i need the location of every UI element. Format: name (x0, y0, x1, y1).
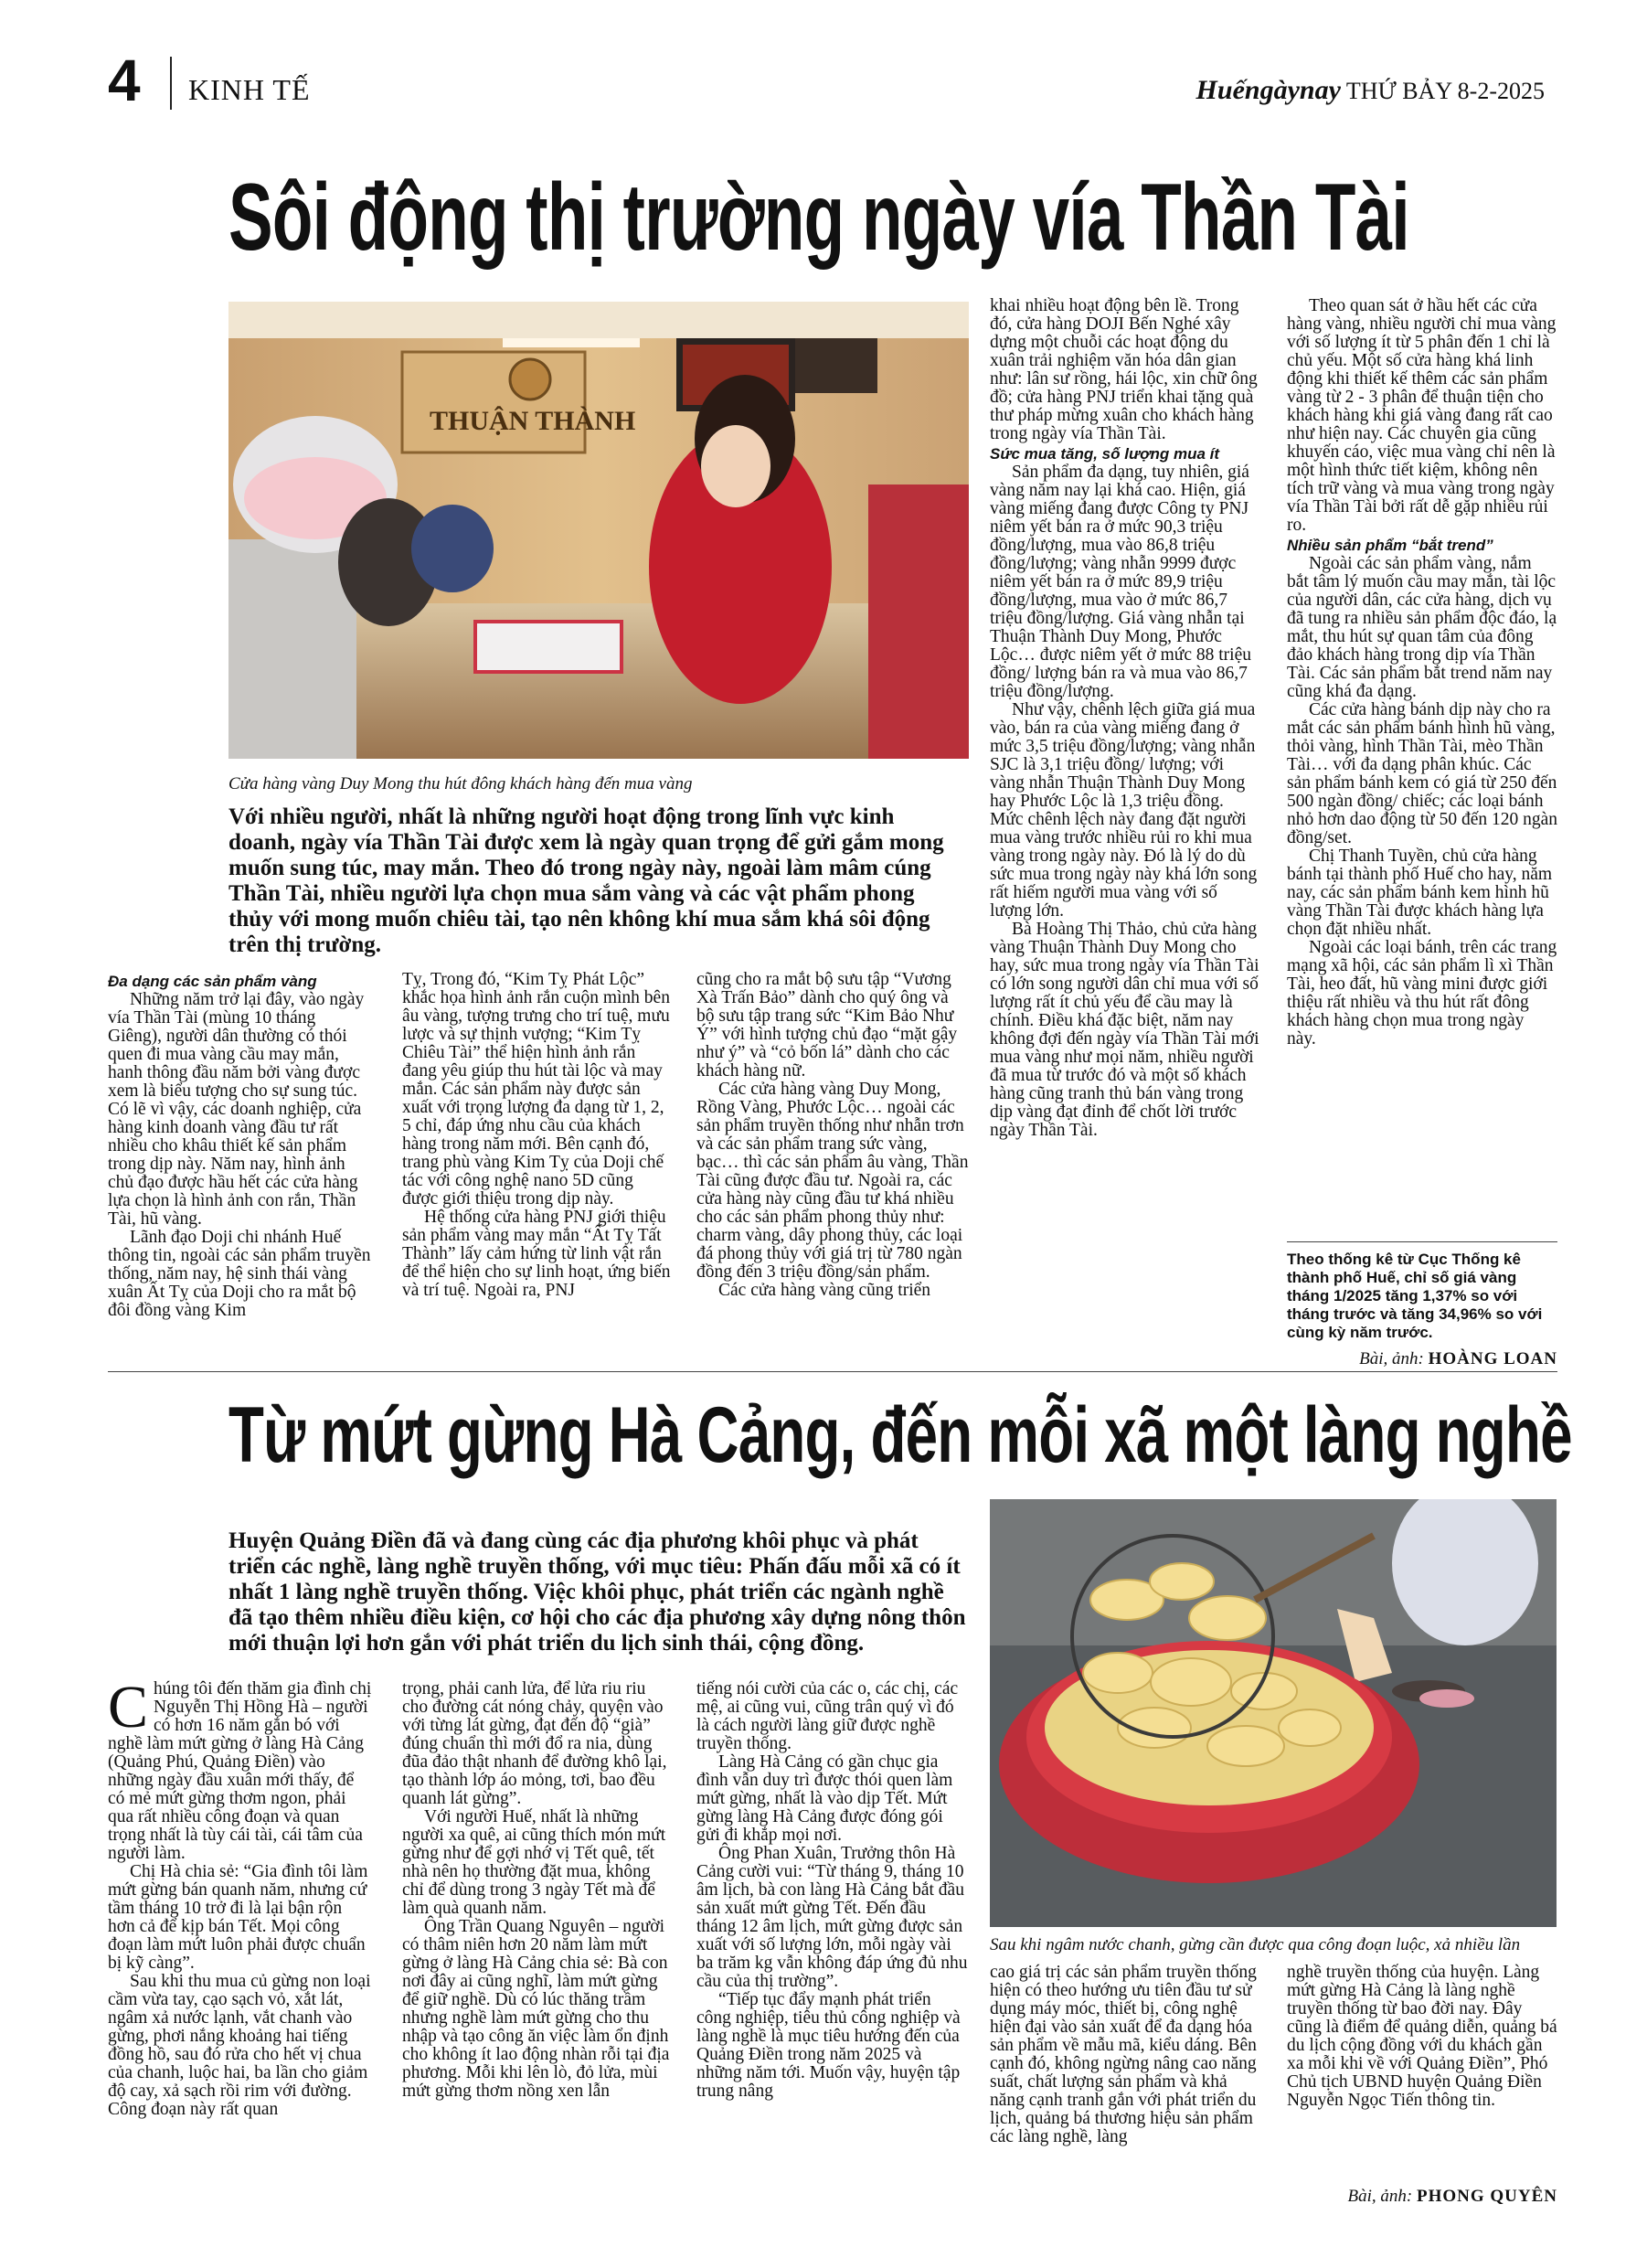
paragraph: húng tôi đến thăm gia đình chị Nguyễn Thị Hồng Hà – người có hơn 16 năm gắn bó với nghề làm mứt gừng ở làng Hà Cảng (Quảng Phú, Quảng Điền) vào những ngày đầu xuân mới thấy, để có mẻ mứt gừng thơm ngon, phải qua rất nhiều công đoạn và quan trọng nhất là tùy cái tài, cái tâm của người làm. (108, 1679, 372, 1863)
shop-sign: THUẬN THÀNH (430, 406, 636, 436)
paragraph: Ông Phan Xuân, Trưởng thôn Hà Cảng cười vui: “Từ tháng 9, tháng 10 âm lịch, bà con làng Hà Cảng bắt đầu sản xuất mứt gừng Tết. Đến đầu tháng 12 âm lịch, mứt gừng được sản xuất với số lượng lớn, mỗi ngày vài ba trăm kg vẫn không đáp ứng đủ nhu cầu của thị trường”. (696, 1844, 968, 1991)
paragraph: cao giá trị các sản phẩm truyền thống hiện có theo hướng ưu tiên đầu tư sử dụng máy móc, thiết bị, công nghệ hiện đại vào sản xuất để đa dạng hóa sản phẩm về mẫu mã, kiểu dáng. Bên cạnh đó, không ngừng nâng cao năng suất, chất lượng sản phẩm và khả năng cạnh tranh gắn với phát triển du lịch, quảng bá thương hiệu sản phẩm các làng nghề, làng (990, 1963, 1257, 2146)
note-rule (1287, 1241, 1557, 1242)
paragraph: Sau khi thu mua củ gừng non loại cầm vừa tay, cạo sạch vỏ, xắt lát, ngâm xả nước lạnh, vắt chanh vào gừng, phơi nắng khoảng hai tiếng đồng hồ, sau đó rửa cho hết vị chua của chanh, luộc hai, ba lần cho giảm độ cay, xả sạch rồi rim với đường. Công đoạn này rất quan (108, 1972, 371, 2119)
paragraph: Các cửa hàng vàng Duy Mong, Rồng Vàng, Phước Lộc… ngoài các sản phẩm truyền thống như nhẫn trơn và các sản phẩm trang sức vàng, bạc… thì các sản phẩm âu vàng, Thần Tài cũng được đầu tư. Ngoài ra, các cửa hàng này cũng đầu tư khá nhiều cho các sản phẩm phong thủy như: charm vàng, dây phong thủy, các loại đá phong thủy với giá trị từ 780 ngàn đồng đến 3 triệu đồng/sản phẩm. (696, 1080, 969, 1282)
paragraph: Ông Trần Quang Nguyên – người có thâm niên hơn 20 năm làm mứt gừng ở làng Hà Cảng chia sẻ: Bà con nơi đây ai cũng nghĩ, làm mứt gừng để giữ nghề. Dù có lúc thăng trầm nhưng nghề làm mứt gừng cho thu nhập và tạo công ăn việc làm ổn định cho không ít lao động nhàn rỗi tại địa phương. Mỗi khi lên lò, đỏ lửa, mùi mứt gừng thơm nồng xen lẫn (402, 1917, 670, 2101)
paragraph: nghề truyền thống của huyện. Làng mứt gừng Hà Cảng là làng nghề truyền thống từ bao đời nay. Đây cũng là điểm để quảng diễn, quảng bá du lịch cộng đồng với du khách gần xa mỗi khi về với Quảng Điền”, Phó Chủ tịch UBND huyện Quảng Điền Nguyễn Ngọc Tiến thông tin. (1287, 1963, 1557, 2110)
paragraph: Sản phẩm đa dạng, tuy nhiên, giá vàng năm nay lại khá cao. Hiện, giá vàng miếng đang được Công ty PNJ niêm yết bán ra ở mức 90,3 triệu đồng/lượng, mua vào 86,8 triệu đồng/lượng; vàng nhẫn 9999 được niêm yết bán ra ở mức 89,9 triệu đồng/lượng, mua vào ở mức 86,7 triệu đồng/lượng. Giá vàng nhẫn tại Thuận Thành Duy Mong, Phước Lộc… được niêm yết ở mức 88 triệu đồng/ lượng bán ra và mua vào 86,7 triệu đồng/lượng. (990, 463, 1251, 701)
paragraph: Chị Hà chia sẻ: “Gia đình tôi làm mứt gừng bán quanh năm, nhưng cứ tầm tháng 10 trở đi là lại bận rộn hơn cả để kịp bán Tết. Mọi công đoạn làm mứt luôn phải được chuẩn bị kỹ càng”. (108, 1862, 368, 1973)
byline-author: HOÀNG LOAN (1428, 1349, 1557, 1368)
section-name: KINH TẾ (188, 73, 311, 106)
subheading: Đa dạng các sản phẩm vàng (108, 973, 317, 990)
article-separator (108, 1371, 1557, 1372)
paragraph: Những năm trở lại đây, vào ngày vía Thần Tài (mùng 10 tháng Giêng), người dân thường có thói quen đi mua vàng cầu may mắn, hanh thông đầu năm bởi vàng được xem là biểu tượng cho sự sung túc. Có lẽ vì vậy, các doanh nghiệp, cửa hàng kinh doanh vàng đầu tư rất nhiều cho khâu thiết kế sản phẩm trong dịp này. Năm nay, hình ảnh chủ đạo được hầu hết các cửa hàng lựa chọn là hình ảnh con rắn, Thần Tài, hũ vàng. (108, 990, 365, 1229)
article1-column-2 (402, 971, 672, 1300)
paragraph: “Tiếp tục đẩy mạnh phát triển công nghiệp, tiêu thủ công nghiệp và làng nghề là mục tiêu hướng đến của Quảng Điền trong năm 2025 và những năm tới. Muốn vậy, huyện tập trung nâng (696, 1990, 961, 2101)
paper-logo: Huếngàynay (1195, 75, 1341, 105)
article2-byline (1348, 2187, 1558, 2207)
paragraph: tiếng nói cười của các o, các chị, các mệ, ai cũng vui, cũng trân quý vì đó là cách người làng giữ được nghề truyền thống. (696, 1679, 959, 1753)
article1-column-4 (990, 297, 1261, 1140)
paragraph: khai nhiều hoạt động bên lề. Trong đó, cửa hàng DOJI Bến Nghé xây dựng một chuỗi các hoạt động du xuân trải nghiệm văn hóa dân gian như: lân sư rồng, hái lộc, xin chữ ông đồ; cửa hàng PNJ triển khai tặng quà thư pháp mừng xuân cho khách hàng trong ngày vía Thần Tài. (990, 296, 1258, 443)
paragraph: trọng, phải canh lửa, để lửa riu riu cho đường cát nóng chảy, quyện vào với từng lát gừng, đạt đến độ “già” đúng chuẩn thì mới đổ ra nia, dùng đũa đảo thật nhanh để đường khô lại, tạo thành lớp áo mỏng, tơi, bao đều quanh lát gừng”. (402, 1679, 667, 1808)
paragraph: Bà Hoàng Thị Thảo, chủ cửa hàng vàng Thuận Thành Duy Mong cho hay, sức mua trong ngày vía Thần Tài có lớn song người dân chỉ mua với số lượng rất ít chủ yếu để cầu may là chính. Điều khá đặc biệt, năm nay không đợi đến ngày vía Thần Tài mới mua vàng như mọi năm, nhiều người đã mua từ trước đó và một số khách hàng cũng tranh thủ bán vàng trong dịp vàng đạt đỉnh để chốt lời trước ngày Thần Tài. (990, 920, 1259, 1140)
article2-column-2 (402, 1680, 672, 2101)
paragraph: Như vậy, chênh lệch giữa giá mua vào, bán ra của vàng miếng đang ở mức 3,5 triệu đồng/lượng; vàng nhẫn SJC là 3,1 triệu đồng/ lượng; với vàng nhẫn Thuận Thành Duy Mong hay Phước Lộc là 1,3 triệu đồng. Mức chênh lệch này đang đặt người mua vàng trước nhiều rủi ro khi mua vàng trong ngày này. Đó là lý do dù sức mua trong ngày này khá lớn song rất hiếm người mua vàng với số lượng lớn. (990, 700, 1258, 921)
article1-column-5 (1287, 297, 1557, 1049)
stat-note: Theo thống kê từ Cục Thống kê thành phố Huế, chỉ số giá vàng tháng 1/2025 tăng 1,37% so với tháng trước và tăng 34,96% so với cùng kỳ năm trước. (1287, 1251, 1543, 1341)
article1-photo (228, 302, 969, 759)
paragraph: Các cửa hàng vàng cũng triển (718, 1281, 931, 1300)
article2-photo-caption: Sau khi ngâm nước chanh, gừng cần được qua công đoạn luộc, xả nhiều lần (990, 1935, 1521, 1954)
article2-column-1 (108, 1674, 373, 2119)
paragraph: Theo quan sát ở hầu hết các cửa hàng vàng, nhiều người chỉ mua vàng với số lượng ít từ 5 phân đến 1 chỉ là chủ yếu. Một số cửa hàng khá linh động khi thiết kế thêm các sản phẩm vàng từ 2 - 3 phân để thuận tiện cho khách hàng khi giá vàng đang rất cao như hiện nay. Các chuyên gia cũng khuyến cáo, việc mua vàng chỉ nên là một hình thức tiết kiệm, không nên tích trữ vàng và mua vàng trong ngày vía Thần Tài bởi rất dễ gặp nhiều rủi ro. (1287, 296, 1557, 535)
subheading: Sức mua tăng, số lượng mua ít (990, 445, 1220, 463)
article2-title: Từ mứt gừng Hà Cảng, đến mỗi xã một làng nghề (228, 1391, 1572, 1479)
article2-photo (990, 1499, 1557, 1927)
paragraph: Lãnh đạo Doji chi nhánh Huế thông tin, ngoài các sản phẩm truyền thống, năm nay, hệ sinh thái vàng xuân Ất Tỵ của Doji cho ra mắt bộ đôi đồng vàng Kim (108, 1228, 371, 1320)
article1-column-1 (108, 971, 373, 1320)
paragraph: Các cửa hàng bánh dịp này cho ra mắt các sản phẩm bánh hình hũ vàng, thỏi vàng, hình Thần Tài, mèo Thần Tài… với đa dạng phân khúc. Các sản phẩm bánh kem có giá từ 250 đến 500 ngàn đồng/ chiếc; các loại bánh nhỏ hơn dao động từ 50 đến 120 ngàn đồng/set. (1287, 700, 1558, 847)
paragraph: Ngoài các sản phẩm vàng, nắm bắt tâm lý muốn cầu may mắn, tài lộc của người dân, các cửa hàng, dịch vụ đã tung ra nhiều sản phẩm độc đáo, lạ mắt, thu hút sự quan tâm của đông đảo khách hàng trong dịp vía Thần Tài. Các sản phẩm bắt trend năm nay cũng khá đa dạng. (1287, 554, 1557, 701)
byline-author: PHONG QUYÊN (1416, 2187, 1557, 2206)
paragraph: Với người Huế, nhất là những người xa quê, ai cũng thích món mứt gừng như để gợi nhớ vị Tết quê, tết nhà nên họ thường đặt mua, không chỉ để dùng trong 3 ngày Tết mà để làm quà quanh năm. (402, 1807, 666, 1918)
paragraph: Chị Thanh Tuyền, chủ cửa hàng bánh tại thành phố Huế cho hay, năm nay, các sản phẩm bánh kem hình hũ vàng Thần Tài được khách hàng lựa chọn đặt nhiều nhất. (1287, 847, 1553, 939)
header-divider (170, 57, 172, 110)
article2-column-4 (990, 1964, 1261, 2146)
article2-column-3 (696, 1680, 969, 2101)
article1-lead: Với nhiều người, nhất là những người hoạt động trong lĩnh vực kinh doanh, ngày vía Thần Tài được xem là ngày quan trọng để gửi gắm mong muốn sung túc, may mắn. Theo đó trong ngày này, ngoài làm mâm cúng Thần Tài, nhiều người lựa chọn mua sắm vàng và các vật phẩm phong thủy với mong muốn chiêu tài, tạo nên không khí mua sắm khá sôi động trên thị trường. (228, 804, 944, 957)
ginger-cooking-photo (990, 1499, 1557, 1927)
paragraph: Hệ thống cửa hàng PNJ giới thiệu sản phẩm vàng may mắn “Ất Tỵ Tất Thành” lấy cảm hứng từ linh vật rắn để thể hiện cho sự linh hoạt, ứng biến và trí tuệ. Ngoài ra, PNJ (402, 1208, 671, 1300)
byline-prefix: Bài, ảnh: (1359, 1349, 1424, 1368)
article2-column-5 (1287, 1964, 1557, 2110)
paragraph: Tỵ, Trong đó, “Kim Tỵ Phát Lộc” khắc họa hình ảnh rắn cuộn mình bên âu vàng, tượng trưng cho trí tuệ, mưu lược và sự thịnh vượng; “Kim Tỵ Chiêu Tài” thể hiện hình ảnh rắn đang yêu giúp thu hút tài lộc và may mắn. Các sản phẩm này được sản xuất với trọng lượng đa dạng từ 1, 2, 5 chỉ, đáp ứng nhu cầu của khách hàng trong năm mới. Bên cạnh đó, trang phù vàng Kim Tỵ của Doji chế tác với công nghệ nano 5D cũng được giới thiệu trong dịp này. (402, 970, 670, 1209)
article1-column-3 (696, 971, 969, 1300)
article1-photo-caption: Cửa hàng vàng Duy Mong thu hút đông khách hàng đến mua vàng (228, 774, 693, 793)
article1-byline (1359, 1349, 1557, 1369)
issue-date: THỨ BẢY 8-2-2025 (1345, 78, 1545, 104)
subheading: Nhiều sản phẩm “bắt trend” (1287, 537, 1493, 554)
paragraph: Làng Hà Cảng có gần chục gia đình vẫn duy trì được thói quen làm mứt gừng, nhất là vào dịp Tết. Mứt gừng làng Hà Cảng được đóng gói gửi đi khắp mọi nơi. (696, 1752, 953, 1845)
article1-title: Sôi động thị trường ngày vía Thần Tài (228, 165, 1409, 271)
page-number: 4 (108, 48, 141, 113)
article2-lead: Huyện Quảng Điền đã và đang cùng các địa phương khôi phục và phát triển các nghề, làng nghề truyền thống, với mục tiêu: Phấn đấu mỗi xã có ít nhất 1 làng nghề truyền thống. Việc khôi phục, phát triển các ngành nghề đã tạo thêm nhiều điều kiện, cơ hội cho các địa phương xây dựng nông thôn mới thuận lợi hơn gắn với phát triển du lịch sinh thái, cộng đồng. (228, 1528, 966, 1656)
paragraph: Ngoài các loại bánh, trên các trang mạng xã hội, các sản phẩm lì xì Thần Tài, heo đất, hũ vàng mini được giới thiệu rất nhiều và thu hút rất đông khách hàng chọn mua trong ngày này. (1287, 938, 1557, 1049)
gold-shop-photo (228, 302, 969, 759)
drop-cap: C (108, 1674, 149, 1741)
paragraph: cũng cho ra mắt bộ sưu tập “Vương Xà Trấn Bảo” dành cho quý ông và bộ sưu tập trang sức “Kim Bảo Như Ý” với hình tượng chủ đạo “mặt gậy như ý” và “cỏ bốn lá” dành cho các khách hàng nữ. (696, 970, 958, 1081)
masthead (1196, 75, 1545, 106)
byline-prefix: Bài, ảnh: (1347, 2187, 1413, 2206)
